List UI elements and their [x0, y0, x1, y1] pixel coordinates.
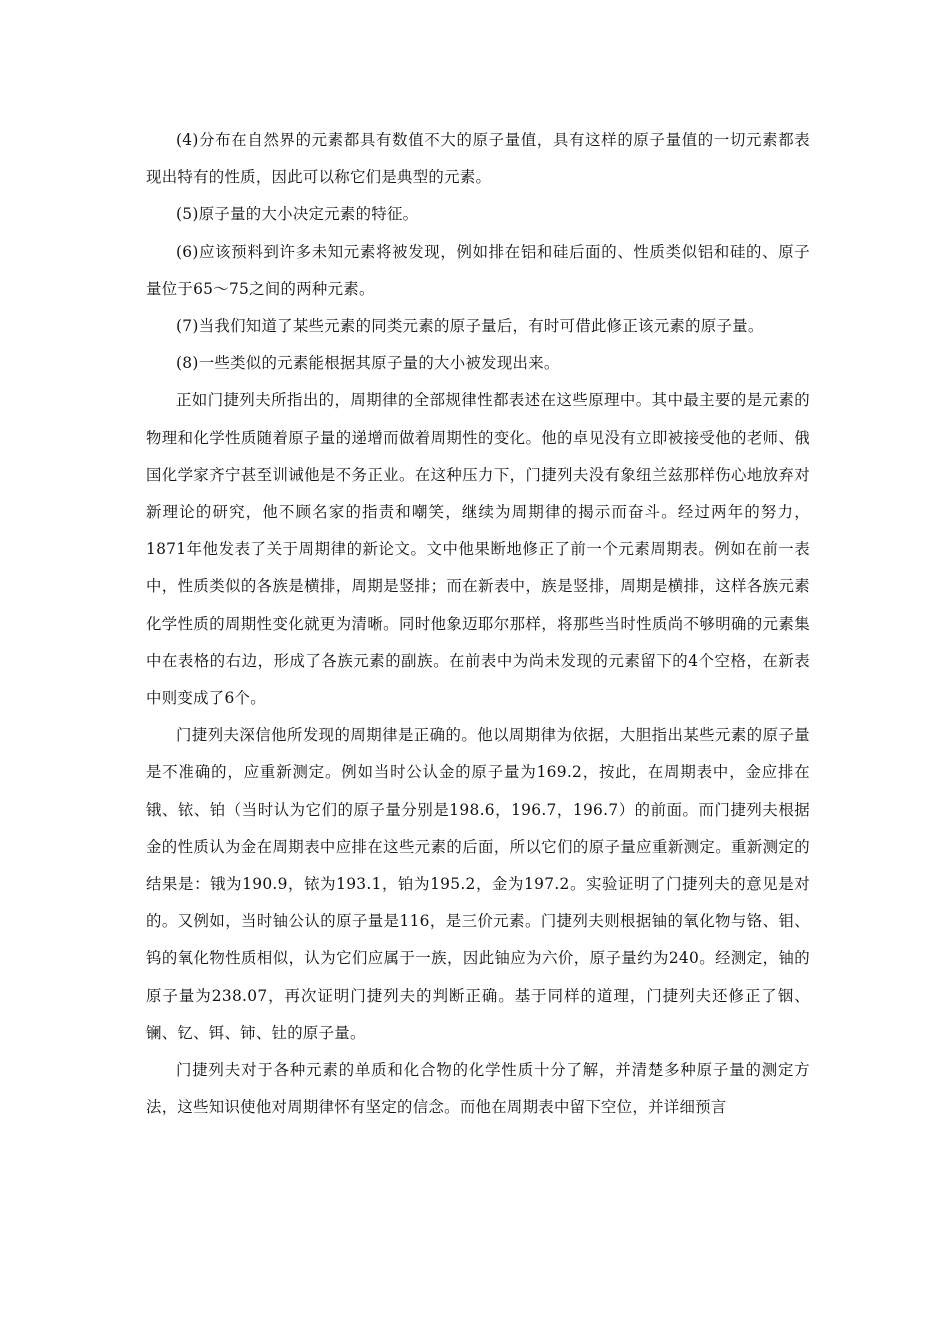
paragraph-mendeleev-knowledge: 门捷列夫对于各种元素的单质和化合物的化学性质十分了解，并清楚多种原子量的测定方法，这些知识使他对周期律怀有坚定的信念。而他在周期表中留下空位，并详细预言 — [146, 1061, 810, 1117]
paragraph-principle-4: (4)分布在自然界的元素都具有数值不大的原子量值，具有这样的原子量值的一切元素都表现出特有的性质，因此可以称它们是典型的元素。 — [146, 131, 810, 187]
paragraph-principle-8: (8)一些类似的元素能根据其原子量的大小被发现出来。 — [176, 354, 560, 373]
paragraph-atomic-weight-corrections: 门捷列夫深信他所发现的周期律是正确的。他以周期律为依据，大胆指出某些元素的原子量是不准确的，应重新测定。例如当时公认金的原子量为169.2，按此，在周期表中，金应排在锇、铱、铂（当时认为它们的原子量分别是198.6，196.7，196.7）的前面。而门捷列夫根据金的性质认为金在周期表中应排在这些元素的后面，所以它们的原子量应重新测定。重新测定的结果是：锇为190.9，铱为193.1，铂为195.2，金为197.2。实验证明了门捷列夫的意见是对的。又例如，当时铀公认的原子量是116，是三价元素。门捷列夫则根据铀的氧化物与铬、钼、钨的氧化物性质相似，认为它们应属于一族，因此铀应为六价，原子量约为240。经测定，铀的原子量为238.07，再次证明门捷列夫的判断正确。基于同样的道理，门捷列夫还修正了铟、镧、钇、铒、铈、钍的原子量。 — [146, 726, 810, 1042]
paragraph-principle-7: (7)当我们知道了某些元素的同类元素的原子量后，有时可借此修正该元素的原子量。 — [176, 317, 764, 336]
paragraph-periodic-law-summary: 正如门捷列夫所指出的，周期律的全部规律性都表述在这些原理中。其中最主要的是元素的物理和化学性质随着原子量的递增而做着周期性的变化。他的卓见没有立即被接受他的老师、俄国化学家齐宁甚至训诫他是不务正业。在这种压力下，门捷列夫没有象纽兰兹那样伤心地放弃对新理论的研究，他不顾名家的指责和嘲笑，继续为周期律的揭示而奋斗。经过两年的努力，1871年他发表了关于周期律的新论文。文中他果断地修正了前一个元素周期表。例如在前一表中，性质类似的各族是横排，周期是竖排；而在新表中，族是竖排，周期是横排，这样各族元素化学性质的周期性变化就更为清晰。同时他象迈耶尔那样，将那些当时性质尚不够明确的元素集中在表格的右边，形成了各族元素的副族。在前表中为尚未发现的元素留下的4个空格，在新表中则变成了6个。 — [146, 391, 810, 708]
document-body — [146, 122, 810, 1126]
paragraph-principle-6: (6)应该预料到许多未知元素将被发现，例如排在铝和硅后面的、性质类似铝和硅的、原子量位于65～75之间的两种元素。 — [146, 242, 810, 298]
paragraph-principle-5: (5)原子量的大小决定元素的特征。 — [176, 205, 419, 224]
